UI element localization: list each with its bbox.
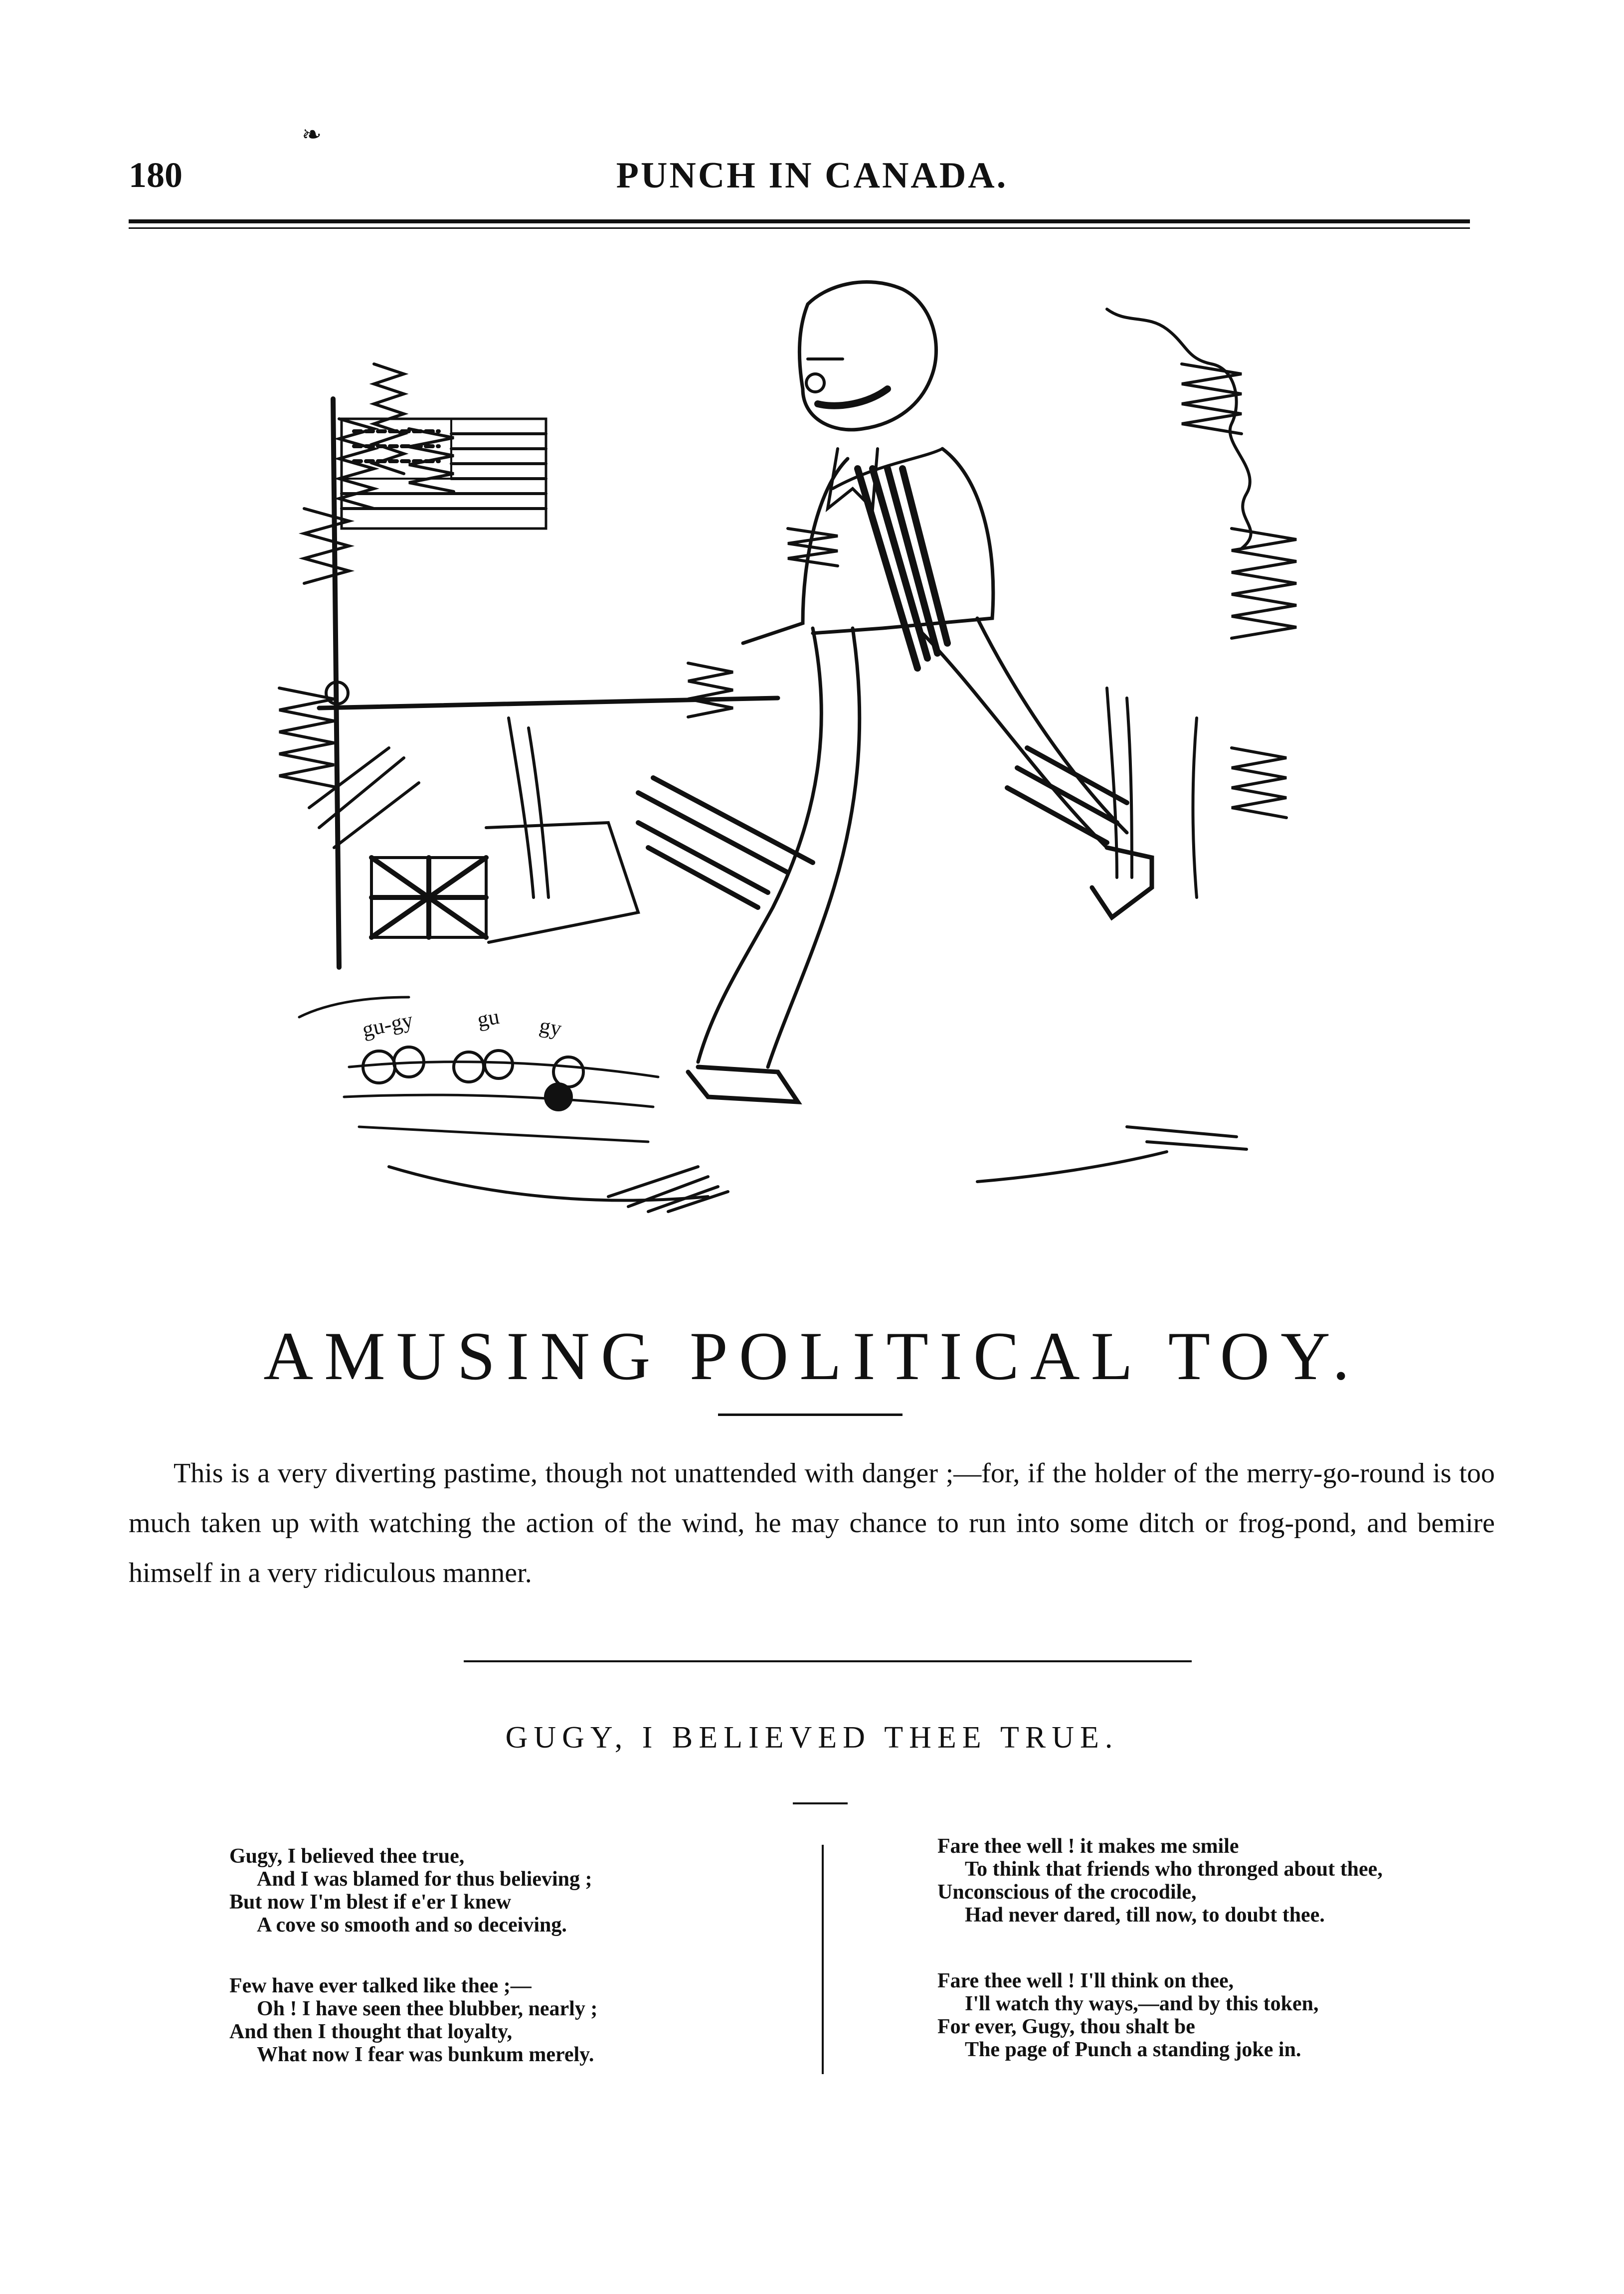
- poem-stanza-2: [229, 1974, 597, 2066]
- poem-stanza-4: [937, 1969, 1318, 2061]
- title-rule: [718, 1413, 902, 1416]
- cartoon-title: AMUSING POLITICAL TOY.: [263, 1318, 1361, 1394]
- cartoon-illustration: [259, 249, 1371, 1256]
- ink-speck: ❧: [302, 122, 322, 148]
- poem-line: For ever, Gugy, thou shalt be: [937, 2015, 1195, 2038]
- header-rule-thick: [129, 219, 1470, 223]
- column-divider: [822, 1845, 824, 2074]
- header-rule-thin: [129, 227, 1470, 229]
- poem-line: Unconscious of the crocodile,: [937, 1881, 1197, 1904]
- poem-line: Fare thee well ! it makes me smile: [937, 1835, 1239, 1858]
- poem-line: But now I'm blest if e'er I knew: [229, 1891, 512, 1914]
- page-number: 180: [129, 155, 182, 195]
- poem-line: And then I thought that loyalty,: [229, 2020, 513, 2043]
- poem-stanza-3: [937, 1835, 1383, 1927]
- poem-line: To think that friends who thronged about thee,: [965, 1858, 1383, 1881]
- poem-line: What now I fear was bunkum merely.: [257, 2043, 594, 2066]
- cartoon-caption: This is a very diverting pastime, though not unattended with danger ;—for, if the holder of the merry-go-round is too much taken up with watching the action of the wind, he may chance to run into some ditch or frog-pond, and bemire himself in a very ridiculous manner.: [129, 1458, 1495, 1588]
- poem-line: Oh ! I have seen thee blubber, nearly ;: [257, 1997, 598, 2020]
- poem-line: Few have ever talked like thee ;—: [229, 1974, 532, 1997]
- frog-call-label: gy: [538, 1013, 564, 1041]
- frog-call-label: gu-gy: [360, 1007, 415, 1042]
- poem-line: A cove so smooth and so deceiving.: [257, 1914, 567, 1937]
- poem-line: And I was blamed for thus believing ;: [257, 1868, 592, 1891]
- poem-title-rule: [793, 1802, 848, 1804]
- poem-line: Fare thee well ! I'll think on thee,: [937, 1969, 1234, 1992]
- poem-line: The page of Punch a standing joke in.: [965, 2038, 1301, 2061]
- section-divider: [464, 1660, 1192, 1662]
- frog-call-label: gu: [475, 1004, 502, 1032]
- poem-line: Had never dared, till now, to doubt thee.: [965, 1904, 1325, 1927]
- poem-title: GUGY, I BELIEVED THEE TRUE.: [505, 1721, 1119, 1755]
- running-title: PUNCH IN CANADA.: [616, 155, 1008, 196]
- poem-stanza-1: [229, 1845, 592, 1937]
- poem-line: Gugy, I believed thee true,: [229, 1845, 465, 1868]
- poem-line: I'll watch thy ways,—and by this token,: [965, 1992, 1319, 2015]
